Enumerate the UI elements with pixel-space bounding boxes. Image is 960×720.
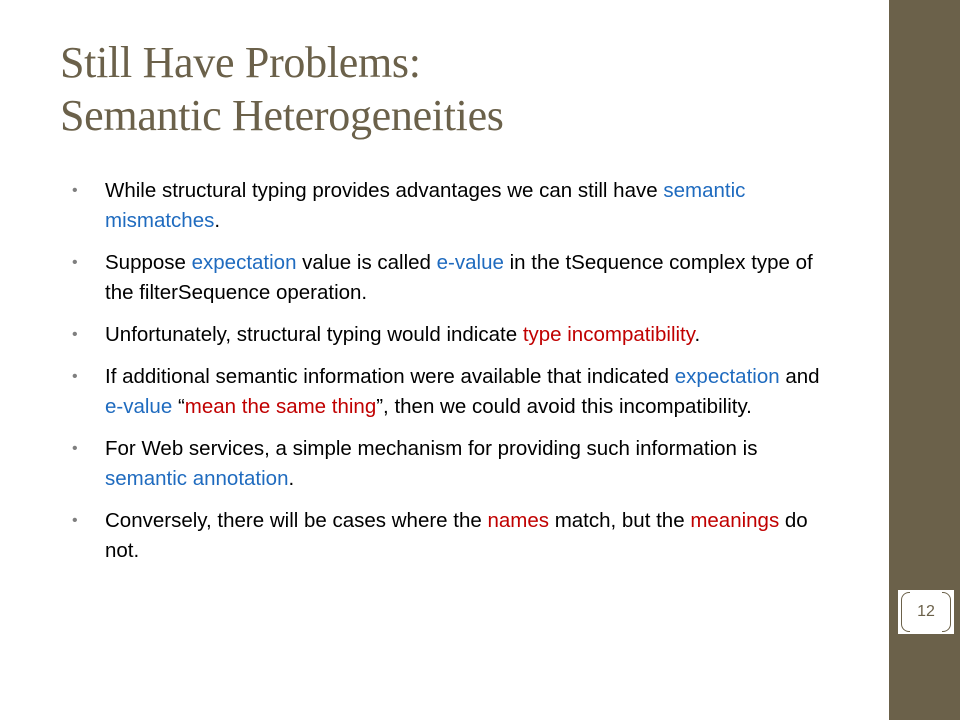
bullet-item-6	[72, 506, 832, 566]
highlight-blue: expectation	[674, 365, 780, 388]
bullet-text: For Web services, a simple mechanism for providing such information is	[105, 437, 758, 460]
bullet-item-1	[72, 176, 832, 236]
slide-title	[60, 36, 860, 142]
left-bracket-icon	[901, 592, 910, 632]
bullet-list	[72, 176, 832, 578]
bullet-item-3	[72, 320, 832, 350]
bullet-text: match, but the	[549, 509, 691, 532]
bullet-text: ”, then we could avoid this incompatibility.	[376, 395, 752, 418]
bullet-text: While structural typing provides advantages we can still have	[105, 179, 664, 202]
bullet-dot-icon: •	[72, 326, 78, 343]
bullet-item-5	[72, 434, 832, 494]
highlight-blue: expectation	[191, 251, 297, 274]
highlight-red: mean the same thing	[184, 395, 377, 418]
highlight-blue: semantic annotation	[105, 467, 289, 490]
bullet-dot-icon: •	[72, 512, 78, 529]
highlight-red: type incompatibility	[522, 323, 695, 346]
bullet-item-4	[72, 362, 832, 422]
bullet-dot-icon: •	[72, 368, 78, 385]
highlight-blue: semantic mismatches	[105, 179, 746, 232]
bullet-text: If additional semantic information were available that indicated	[105, 365, 675, 388]
highlight-blue: e-value	[436, 251, 504, 274]
bullet-text: Unfortunately, structural typing would indicate	[105, 323, 523, 346]
bullet-text: Conversely, there will be cases where the	[105, 509, 488, 532]
highlight-red: meanings	[690, 509, 780, 532]
title-line-2: Semantic Heterogeneities	[60, 91, 504, 140]
bullet-text: value is called	[296, 251, 437, 274]
bullet-dot-icon: •	[72, 254, 78, 271]
title-line-1: Still Have Problems:	[60, 38, 421, 87]
bullet-dot-icon: •	[72, 182, 78, 199]
bullet-text: “	[172, 395, 185, 418]
bullet-text: .	[214, 209, 221, 232]
bullet-text: do not.	[105, 509, 808, 562]
bullet-text: .	[694, 323, 701, 346]
bullet-text: in the tSequence complex type of the filterSequence operation.	[105, 251, 813, 304]
bullet-text: and	[779, 365, 820, 388]
page-number-badge	[898, 590, 954, 634]
right-bracket-icon	[942, 592, 951, 632]
highlight-blue: e-value	[105, 395, 173, 418]
bullet-text: Suppose	[105, 251, 192, 274]
bullet-dot-icon: •	[72, 440, 78, 457]
highlight-red: names	[487, 509, 549, 532]
bullet-item-2	[72, 248, 832, 308]
bullet-text: .	[288, 467, 295, 490]
page-number: 12	[917, 603, 935, 620]
